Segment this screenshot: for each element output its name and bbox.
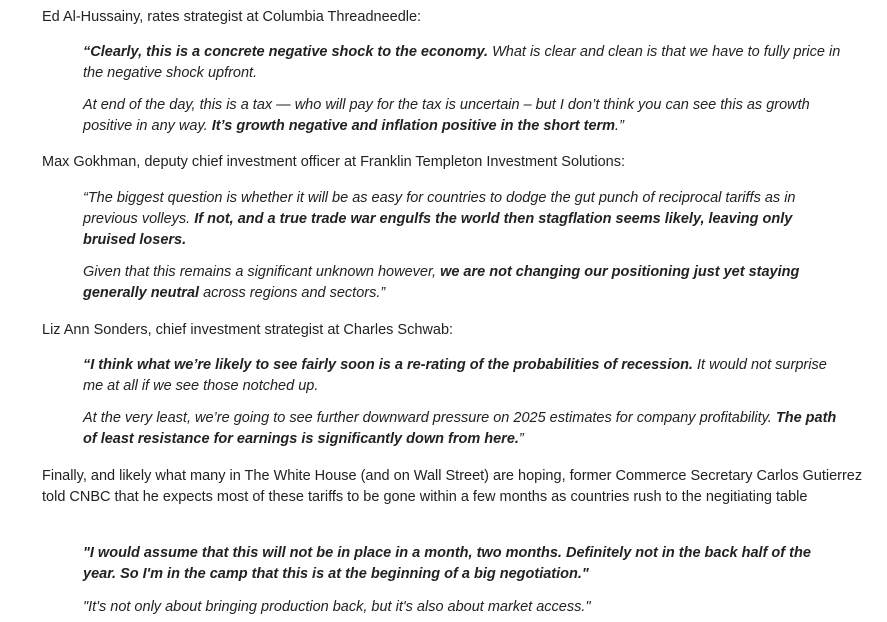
- quote-text: It would not surprise me at all if we see those notched up.: [83, 357, 827, 394]
- quote-text: At the very least, we’re going to see further downward pressure on 2025 estimates for company profitability.: [83, 410, 776, 426]
- quote-gokhman-2: [83, 262, 843, 304]
- attribution-gutierrez: Finally, and likely what many in The White House (and on Wall Street) are hoping, former Commerce Secretary Carlos Gutierrez told CNBC that he expects most of these tariffs to be gone within a few months as countries rush to the negitiating table: [42, 468, 863, 505]
- quote-text: ”: [518, 431, 524, 447]
- quote-emphasis: If not, and a true trade war engulfs the world then stagflation seems likely, leaving only bruised losers.: [83, 211, 793, 248]
- quote-text: "It's not only about bringing production back, but it's also about market access.": [83, 599, 591, 615]
- quote-emphasis: “I think what we’re likely to see fairly soon is a re-rating of the probabilities of recession.: [83, 357, 693, 373]
- attribution-al-hussainy: Ed Al-Hussainy, rates strategist at Columbia Threadneedle:: [42, 9, 422, 25]
- quote-gutierrez-2: [83, 597, 843, 618]
- quote-emphasis: we are not changing our positioning just yet staying generally neutral: [83, 264, 800, 301]
- quote-emphasis: “Clearly, this is a concrete negative shock to the economy.: [83, 44, 489, 60]
- quote-text: “The biggest question is whether it will be as easy for countries to dodge the gut punch of reciprocal tariffs as in previous volleys.: [83, 190, 796, 227]
- quote-emphasis: "I would assume that this will not be in place in a month, two months. Definitely not in the back half of the year. So I'm in the camp that this is at the beginning of a big negotiation.": [83, 545, 811, 582]
- quote-al-hussainy-2: [83, 95, 843, 137]
- quote-emphasis: The path of least resistance for earnings is significantly down from here.: [83, 410, 837, 447]
- quote-gutierrez-1: [83, 543, 843, 585]
- quote-text: across regions and sectors.”: [199, 285, 386, 301]
- quote-text: .”: [615, 118, 624, 134]
- quote-emphasis: It’s growth negative and inflation positive in the short term: [211, 118, 616, 134]
- quote-gokhman-1: [83, 188, 843, 251]
- attribution-sonders: Liz Ann Sonders, chief investment strategist at Charles Schwab:: [42, 322, 454, 338]
- quote-sonders-2: [83, 408, 843, 450]
- quote-al-hussainy-1: [83, 42, 843, 84]
- quote-sonders-1: [83, 355, 843, 397]
- quote-text: At end of the day, this is a tax — who will pay for the tax is uncertain – but I don’t think you can see this as growth positive in any way.: [83, 97, 810, 134]
- quote-text: Given that this remains a significant unknown however,: [83, 264, 441, 280]
- attribution-gokhman: Max Gokhman, deputy chief investment officer at Franklin Templeton Investment Solutions:: [42, 154, 625, 170]
- quote-text: What is clear and clean is that we have to fully price in the negative shock upfront.: [83, 44, 841, 81]
